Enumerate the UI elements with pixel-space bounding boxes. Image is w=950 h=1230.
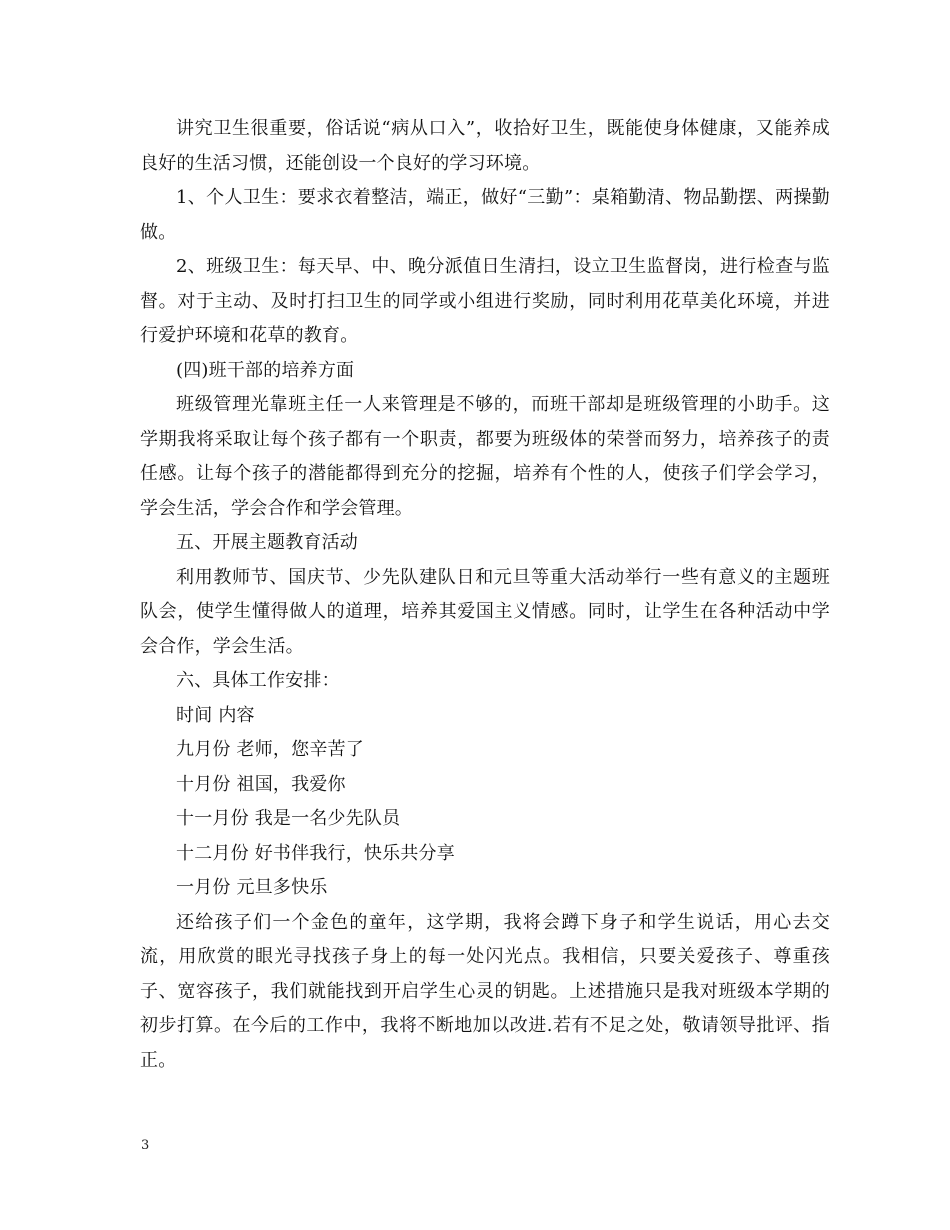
schedule-row-december: 十二月份 好书伴我行，快乐共分享 <box>176 842 455 864</box>
document-body <box>140 112 830 1078</box>
section-heading-work-schedule: 六、具体工作安排： <box>176 670 340 691</box>
schedule-row-january: 一月份 元旦多快乐 <box>176 877 328 898</box>
paragraph-personal-hygiene: 1、个人卫生：要求衣着整洁，端正，做好“三勤”：桌箱勤清、物品勤摆、两操勤做。 <box>140 187 830 243</box>
schedule-row-october: 十月份 祖国，我爱你 <box>176 773 346 795</box>
paragraph-hygiene-intro: 讲究卫生很重要，俗话说“病从口入”，收拾好卫生，既能使身体健康，又能养成良好的生活习惯，还能创设一个良好的学习环境。 <box>140 118 830 174</box>
schedule-row-september: 九月份 老师，您辛苦了 <box>176 739 364 760</box>
paragraph-conclusion: 还给孩子们一个金色的童年，这学期，我将会蹲下身子和学生说话，用心去交流，用欣赏的眼光寻找孩子身上的每一处闪光点。我相信，只要关爱孩子、尊重孩子、宽容孩子，我们就能找到开启学生心灵的钥匙。上述措施只是我对班级本学期的初步打算。在今后的工作中，我将不断地加以改进.若有不足之处，敬请领导批评、指正。 <box>140 911 830 1071</box>
page-number: 3 <box>141 1138 150 1153</box>
paragraph-class-cadres: 班级管理光靠班主任一人来管理是不够的，而班干部却是班级管理的小助手。这学期我将采取让每个孩子都有一个职责，都要为班级体的荣誉而努力，培养孩子的责任感。让每个孩子的潜能都得到充分的挖掘，培养有个性的人，使孩子们学会学习，学会生活，学会合作和学会管理。 <box>140 394 830 519</box>
schedule-row-november: 十一月份 我是一名少先队员 <box>176 808 401 829</box>
section-heading-class-cadres: (四)班干部的培养方面 <box>176 359 355 381</box>
paragraph-theme-education: 利用教师节、国庆节、少先队建队日和元旦等重大活动举行一些有意义的主题班队会，使学生懂得做人的道理，培养其爱国主义情感。同时，让学生在各种活动中学会合作，学会生活。 <box>140 566 830 657</box>
schedule-header-row: 时间 内容 <box>176 704 255 726</box>
section-heading-theme-education: 五、开展主题教育活动 <box>176 532 358 553</box>
paragraph-class-hygiene: 2、班级卫生：每天早、中、晚分派值日生清扫，设立卫生监督岗，进行检查与监督。对于主动、及时打扫卫生的同学或小组进行奖励，同时利用花草美化环境，并进行爱护环境和花草的教育。 <box>140 256 830 346</box>
